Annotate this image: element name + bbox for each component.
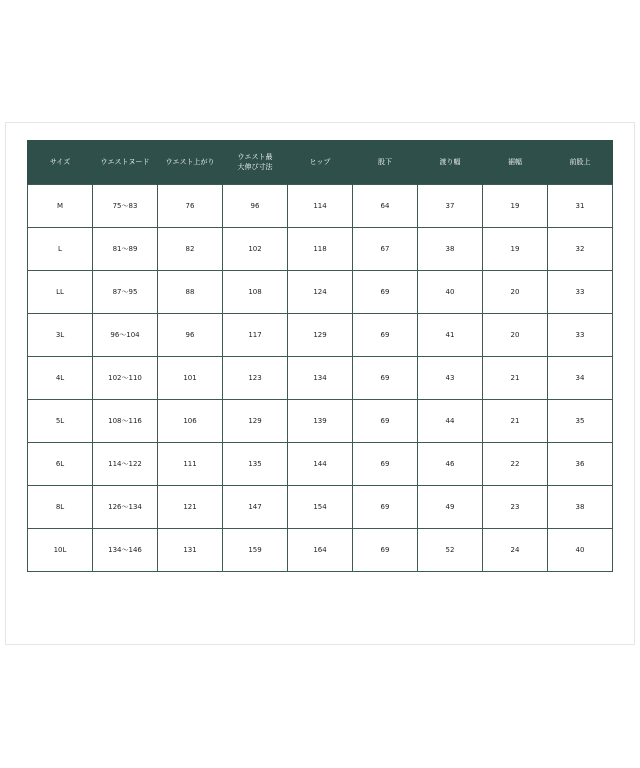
- table-cell-inseam: 67: [353, 228, 418, 271]
- table-cell-size: M: [28, 185, 93, 228]
- table-cell-hip: 114: [288, 185, 353, 228]
- table-cell-front-rise: 34: [548, 357, 613, 400]
- size-chart-table: [27, 140, 613, 572]
- table-cell-front-rise: 33: [548, 271, 613, 314]
- table-cell-waist-finished: 131: [158, 529, 223, 572]
- table-row: [28, 185, 613, 228]
- table-cell-hem-width: 21: [483, 400, 548, 443]
- table-cell-waist-finished: 106: [158, 400, 223, 443]
- column-header-waist-nude: [93, 140, 158, 185]
- table-cell-thigh-width: 52: [418, 529, 483, 572]
- table-cell-hip: 134: [288, 357, 353, 400]
- column-header-label: 渡り幅: [439, 158, 461, 166]
- table-cell-hem-width: 19: [483, 185, 548, 228]
- table-cell-waist-nude: 75〜83: [93, 185, 158, 228]
- table-cell-hip: 124: [288, 271, 353, 314]
- table-cell-waist-finished: 96: [158, 314, 223, 357]
- table-cell-inseam: 69: [353, 271, 418, 314]
- table-cell-size: L: [28, 228, 93, 271]
- table-cell-waist-nude: 108〜116: [93, 400, 158, 443]
- table-cell-size: 4L: [28, 357, 93, 400]
- table-cell-front-rise: 40: [548, 529, 613, 572]
- table-cell-inseam: 69: [353, 314, 418, 357]
- table-cell-waist-max-stretch: 159: [223, 529, 288, 572]
- table-cell-waist-max-stretch: 129: [223, 400, 288, 443]
- table-cell-inseam: 69: [353, 400, 418, 443]
- table-cell-waist-max-stretch: 123: [223, 357, 288, 400]
- table-cell-waist-nude: 126〜134: [93, 486, 158, 529]
- table-cell-inseam: 69: [353, 486, 418, 529]
- header-row: [28, 140, 613, 185]
- table-row: [28, 228, 613, 271]
- column-header-label: ウエストヌード: [100, 158, 150, 166]
- column-header-size: [28, 140, 93, 185]
- table-cell-inseam: 69: [353, 443, 418, 486]
- table-cell-size: 10L: [28, 529, 93, 572]
- column-header-hem-width: [483, 140, 548, 185]
- table-cell-size: 8L: [28, 486, 93, 529]
- table-cell-thigh-width: 38: [418, 228, 483, 271]
- table-cell-thigh-width: 40: [418, 271, 483, 314]
- table-cell-waist-nude: 96〜104: [93, 314, 158, 357]
- table-cell-hem-width: 19: [483, 228, 548, 271]
- column-header-label: 裾幅: [508, 158, 522, 166]
- column-header-label: 股下: [378, 158, 392, 166]
- table-cell-hip: 144: [288, 443, 353, 486]
- table-cell-hem-width: 22: [483, 443, 548, 486]
- table-cell-hem-width: 20: [483, 271, 548, 314]
- column-header-thigh-width: [418, 140, 483, 185]
- table-cell-waist-nude: 87〜95: [93, 271, 158, 314]
- table-cell-size: 5L: [28, 400, 93, 443]
- column-header-inseam: [353, 140, 418, 185]
- table-cell-waist-max-stretch: 108: [223, 271, 288, 314]
- table-cell-hip: 164: [288, 529, 353, 572]
- table-cell-front-rise: 31: [548, 185, 613, 228]
- table-cell-waist-max-stretch: 96: [223, 185, 288, 228]
- table-cell-waist-max-stretch: 135: [223, 443, 288, 486]
- table-cell-hem-width: 21: [483, 357, 548, 400]
- table-cell-waist-finished: 121: [158, 486, 223, 529]
- table-row: [28, 486, 613, 529]
- table-cell-waist-nude: 114〜122: [93, 443, 158, 486]
- table-cell-waist-nude: 81〜89: [93, 228, 158, 271]
- column-header-hip: [288, 140, 353, 185]
- table-cell-hem-width: 23: [483, 486, 548, 529]
- column-header-label: 大伸び寸法: [237, 163, 273, 171]
- table-row: [28, 271, 613, 314]
- column-header-label: ヒップ: [309, 158, 331, 166]
- table-row: [28, 357, 613, 400]
- table-cell-hip: 129: [288, 314, 353, 357]
- table-cell-waist-finished: 101: [158, 357, 223, 400]
- table-cell-thigh-width: 46: [418, 443, 483, 486]
- table-cell-thigh-width: 43: [418, 357, 483, 400]
- table-cell-inseam: 69: [353, 529, 418, 572]
- table-cell-waist-finished: 82: [158, 228, 223, 271]
- table-cell-hem-width: 24: [483, 529, 548, 572]
- table-cell-waist-max-stretch: 102: [223, 228, 288, 271]
- table-cell-front-rise: 32: [548, 228, 613, 271]
- table-cell-front-rise: 38: [548, 486, 613, 529]
- table-cell-inseam: 64: [353, 185, 418, 228]
- table-cell-front-rise: 33: [548, 314, 613, 357]
- column-header-label: サイズ: [49, 158, 71, 166]
- column-header-waist-max-stretch: [223, 140, 288, 185]
- table-cell-waist-nude: 134〜146: [93, 529, 158, 572]
- table-cell-hem-width: 20: [483, 314, 548, 357]
- table-row: [28, 443, 613, 486]
- table-cell-size: LL: [28, 271, 93, 314]
- table-cell-waist-nude: 102〜110: [93, 357, 158, 400]
- table-row: [28, 529, 613, 572]
- column-header-front-rise: [548, 140, 613, 185]
- table-cell-thigh-width: 49: [418, 486, 483, 529]
- table-cell-hip: 154: [288, 486, 353, 529]
- table-cell-thigh-width: 37: [418, 185, 483, 228]
- table-cell-front-rise: 35: [548, 400, 613, 443]
- column-header-label: 前股上: [569, 158, 591, 166]
- column-header-label: ウエスト上がり: [165, 158, 215, 166]
- table-cell-thigh-width: 41: [418, 314, 483, 357]
- table-cell-waist-finished: 111: [158, 443, 223, 486]
- table-row: [28, 314, 613, 357]
- table-cell-front-rise: 36: [548, 443, 613, 486]
- table-cell-waist-finished: 76: [158, 185, 223, 228]
- table-cell-size: 3L: [28, 314, 93, 357]
- table-cell-waist-max-stretch: 117: [223, 314, 288, 357]
- table-cell-hip: 118: [288, 228, 353, 271]
- table-cell-size: 6L: [28, 443, 93, 486]
- table-row: [28, 400, 613, 443]
- column-header-label: ウエスト最: [237, 153, 273, 161]
- table-cell-hip: 139: [288, 400, 353, 443]
- table-cell-waist-finished: 88: [158, 271, 223, 314]
- column-header-waist-finished: [158, 140, 223, 185]
- table-cell-waist-max-stretch: 147: [223, 486, 288, 529]
- table-cell-thigh-width: 44: [418, 400, 483, 443]
- table-header: [28, 140, 613, 185]
- table-body: [28, 185, 613, 572]
- table-cell-inseam: 69: [353, 357, 418, 400]
